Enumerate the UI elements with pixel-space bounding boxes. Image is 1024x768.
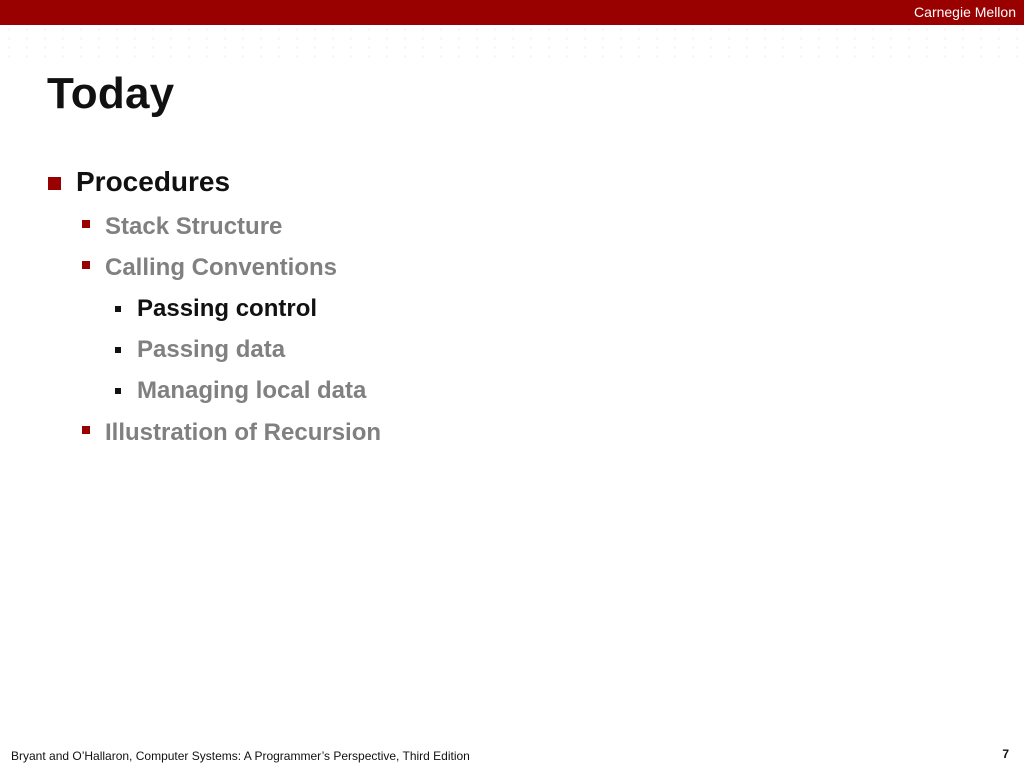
square-bullet-icon: [48, 177, 61, 190]
brand-label: Carnegie Mellon: [914, 4, 1016, 20]
header-bar: [0, 0, 1024, 25]
page-number: 7: [1002, 747, 1009, 761]
outline-item-label: Calling Conventions: [105, 254, 338, 281]
square-bullet-icon: [82, 220, 90, 228]
square-bullet-icon: [115, 347, 121, 353]
outline-item-label: Passing control: [137, 295, 318, 322]
outline-item-label: Procedures: [76, 166, 231, 197]
outline-item-label: Managing local data: [137, 377, 367, 404]
square-bullet-icon: [115, 306, 121, 312]
outline-item-label: Illustration of Recursion: [105, 419, 382, 446]
outline-item-label: Passing data: [137, 336, 286, 363]
square-bullet-icon: [82, 426, 90, 434]
square-bullet-icon: [115, 388, 121, 394]
slide-title: Today: [47, 69, 175, 118]
square-bullet-icon: [82, 261, 90, 269]
footer-citation: Bryant and O’Hallaron, Computer Systems: A Programmer’s Perspective, Third Edition: [11, 749, 470, 763]
header-dot-pattern: [0, 25, 1024, 63]
outline-item-label: Stack Structure: [105, 213, 283, 240]
